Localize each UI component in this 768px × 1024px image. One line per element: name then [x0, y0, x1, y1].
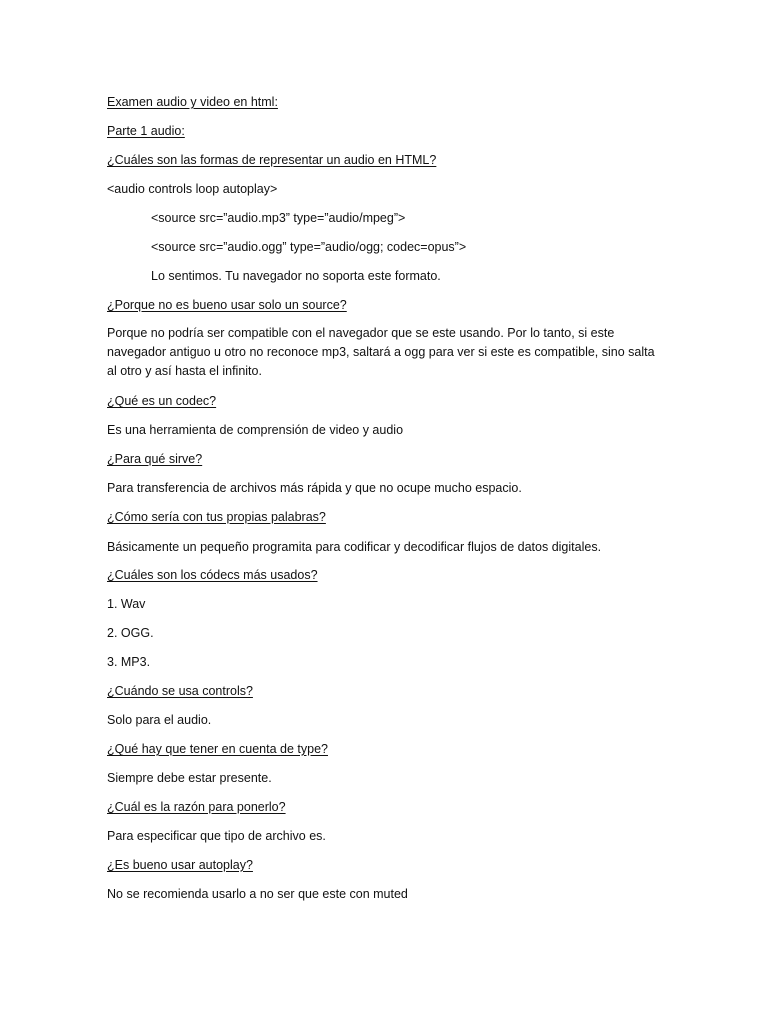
- answer-9: Para especificar que tipo de archivo es.: [107, 829, 326, 843]
- code-source-ogg: <source src=”audio.ogg” type=”audio/ogg; codec=opus”>: [151, 240, 467, 254]
- question-1: ¿Cuáles son las formas de representar un audio en HTML?: [107, 153, 437, 167]
- question-3: ¿Qué es un codec?: [107, 394, 217, 408]
- answer-5: Básicamente un pequeño programita para codificar y decodificar flujos de datos digitales.: [107, 540, 602, 554]
- answer-10: No se recomienda usarlo a no ser que este con muted: [107, 887, 408, 901]
- question-5: ¿Cómo sería con tus propias palabras?: [107, 510, 326, 524]
- codec-item-2: 2. OGG.: [107, 626, 154, 640]
- question-9: ¿Cuál es la razón para ponerlo?: [107, 800, 286, 814]
- question-8: ¿Qué hay que tener en cuenta de type?: [107, 742, 328, 756]
- question-4: ¿Para qué sirve?: [107, 452, 203, 466]
- answer-4: Para transferencia de archivos más rápida y que no ocupe mucho espacio.: [107, 481, 522, 495]
- codec-item-3: 3. MP3.: [107, 655, 151, 669]
- code-source-mp3: <source src=”audio.mp3” type=”audio/mpeg”>: [151, 211, 406, 225]
- code-audio-tag: <audio controls loop autoplay>: [107, 182, 278, 196]
- question-7: ¿Cuándo se usa controls?: [107, 684, 253, 698]
- question-10: ¿Es bueno usar autoplay?: [107, 858, 253, 872]
- answer-7: Solo para el audio.: [107, 713, 212, 727]
- codec-item-1: 1. Wav: [107, 597, 146, 611]
- question-2: ¿Porque no es bueno usar solo un source?: [107, 298, 347, 312]
- answer-2: Porque no podría ser compatible con el navegador que se este usando. Por lo tanto, si este navegador antiguo u otro no reconoce mp3, saltará a ogg para ver si este es compatible, sino salta al otro y así hasta el infinito.: [107, 326, 655, 378]
- document-title: Examen audio y video en html:: [107, 95, 278, 109]
- answer-3: Es una herramienta de comprensión de video y audio: [107, 423, 404, 437]
- code-fallback-text: Lo sentimos. Tu navegador no soporta este formato.: [151, 269, 441, 283]
- question-6: ¿Cuáles son los códecs más usados?: [107, 568, 318, 582]
- part-heading: Parte 1 audio:: [107, 124, 185, 138]
- answer-8: Siempre debe estar presente.: [107, 771, 272, 785]
